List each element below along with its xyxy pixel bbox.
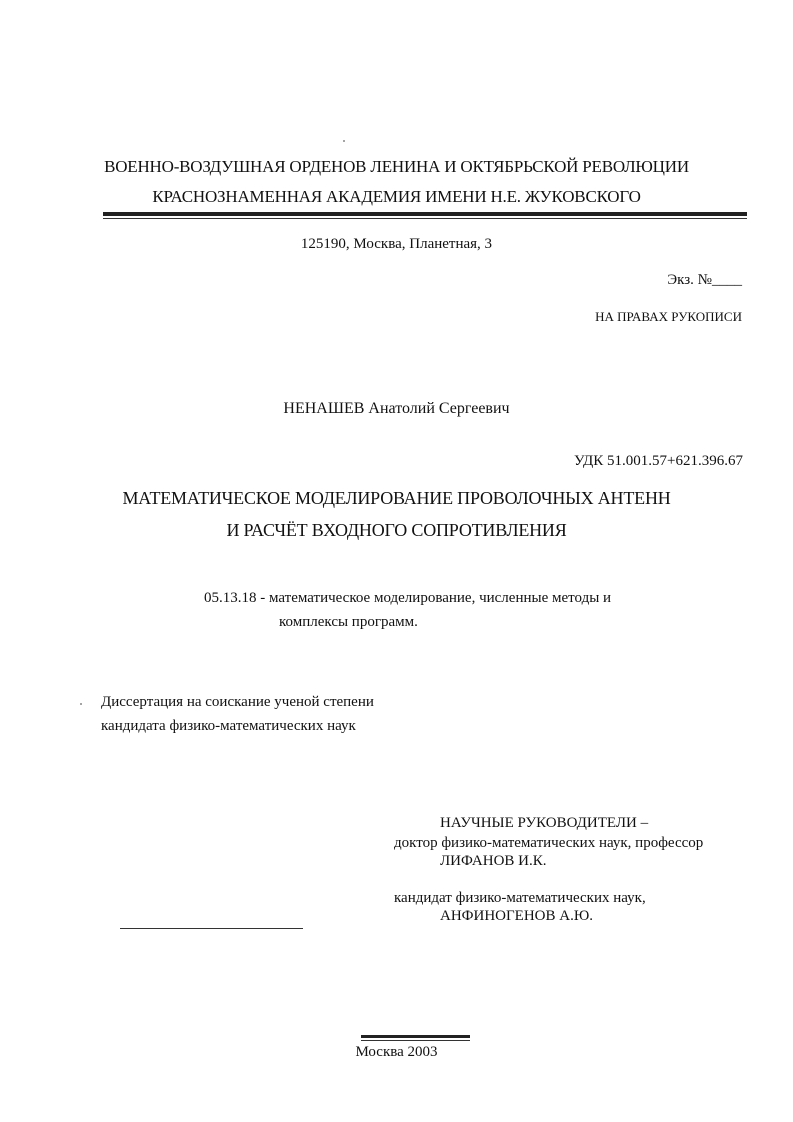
header-rule-thin [103, 218, 747, 219]
organization-name-line1: ВОЕННО-ВОЗДУШНАЯ ОРДЕНОВ ЛЕНИНА И ОКТЯБРЬСКОЙ РЕВОЛЮЦИИ [104, 157, 689, 176]
specialty-line2: комплексы программ. [279, 614, 418, 630]
city-year: Москва 2003 [355, 1044, 438, 1060]
supervisor2-title: кандидат физико-математических наук, [394, 890, 646, 906]
scan-speck [80, 703, 82, 705]
specialty-line1: 05.13.18 - математическое моделирование, численные методы и [204, 590, 612, 606]
footer-rule-thin [361, 1040, 470, 1041]
footer-rule-thick [361, 1035, 470, 1038]
header-rule-thick [103, 212, 747, 216]
degree-line2: кандидата физико-математических наук [101, 718, 356, 734]
supervisors-heading: НАУЧНЫЕ РУКОВОДИТЕЛИ – [440, 815, 649, 831]
dissertation-title-line2: И РАСЧЁТ ВХОДНОГО СОПРОТИВЛЕНИЯ [226, 520, 567, 540]
author-name: НЕНАШЕВ Анатолий Сергеевич [283, 400, 510, 417]
degree-line1: Диссертация на соискание ученой степени [101, 694, 374, 710]
manuscript-rights: НА ПРАВАХ РУКОПИСИ [595, 309, 742, 324]
dissertation-title-line1: МАТЕМАТИЧЕСКОЕ МОДЕЛИРОВАНИЕ ПРОВОЛОЧНЫХ АНТЕНН [122, 488, 671, 508]
copy-number: Экз. №____ [667, 272, 742, 288]
organization-address: 125190, Москва, Планетная, 3 [300, 236, 493, 252]
scan-speck [343, 140, 345, 142]
supervisor1-title: доктор физико-математических наук, профессор [394, 835, 704, 851]
signature-line [120, 928, 303, 929]
supervisor1-name: ЛИФАНОВ И.К. [440, 853, 547, 869]
supervisor2-name: АНФИНОГЕНОВ А.Ю. [440, 908, 594, 924]
organization-name-line2: КРАСНОЗНАМЕННАЯ АКАДЕМИЯ ИМЕНИ Н.Е. ЖУКОВСКОГО [152, 187, 641, 206]
udc-code: УДК 51.001.57+621.396.67 [573, 453, 743, 469]
